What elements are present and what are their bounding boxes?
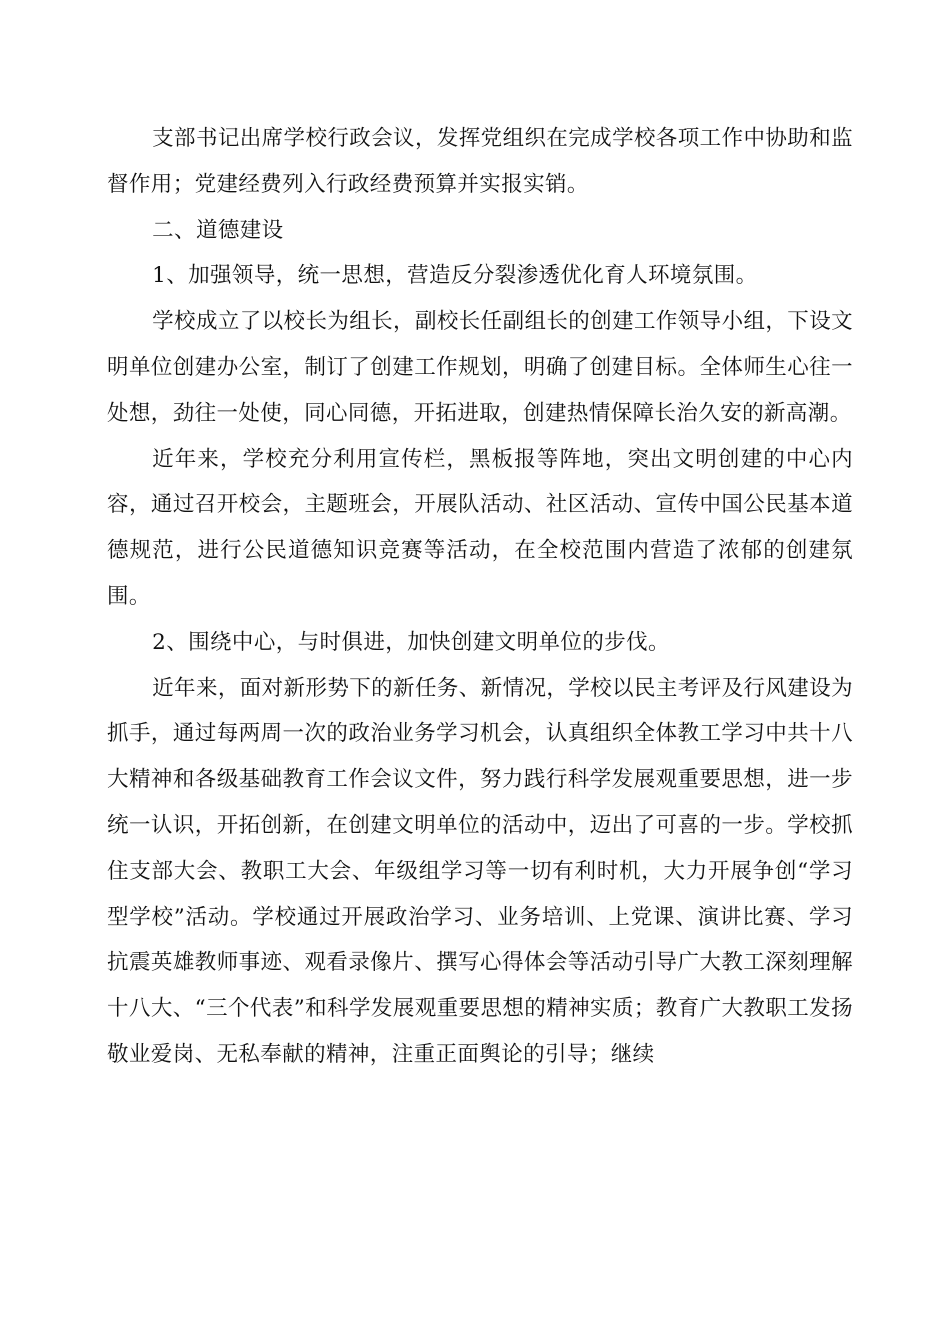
subheading-keep-pace: 2、围绕中心，与时俱进，加快创建文明单位的步伐。 <box>152 629 670 655</box>
document-body <box>107 116 853 1078</box>
paragraph-party-work: 支部书记出席学校行政会议，发挥党组织在完成学校各项工作中协助和监督作用；党建经费列入行政经费预算并实报实销。 <box>107 126 853 197</box>
paragraph-publicity: 近年来，学校充分利用宣传栏，黑板报等阵地，突出文明创建的中心内容，通过召开校会，主题班会，开展队活动、社区活动、宣传中国公民基本道德规范，进行公民道德知识竞赛等活动，在全校范围内营造了浓郁的创建氛围。 <box>107 446 853 609</box>
paragraph-study-activities: 近年来，面对新形势下的新任务、新情况，学校以民主考评及行风建设为抓手，通过每两周一次的政治业务学习机会，认真组织全体教工学习中共十八大精神和各级基础教育工作会议文件，努力践行科学发展观重要思想，进一步统一认识，开拓创新，在创建文明单位的活动中，迈出了可喜的一步。学校抓住支部大会、教职工大会、年级组学习等一切有利时机，大力开展争创“学习型学校”活动。学校通过开展政治学习、业务培训、上党课、演讲比赛、学习抗震英雄教师事迹、观看录像片、撰写心得体会等活动引导广大教工深刻理解十八大、“三个代表”和科学发展观重要思想的精神实质；教育广大教职工发扬敬业爱岗、无私奉献的精神，注重正面舆论的引导；继续 <box>107 675 853 1067</box>
subheading-leadership: 1、加强领导，统一思想，营造反分裂渗透优化育人环境氛围。 <box>152 263 758 289</box>
paragraph-leading-group: 学校成立了以校长为组长，副校长任副组长的创建工作领导小组，下设文明单位创建办公室，制订了创建工作规划，明确了创建目标。全体师生心往一处想，劲往一处使，同心同德，开拓进取，创建热情保障长治久安的新高潮。 <box>107 309 853 426</box>
section-heading-moral-construction: 二、道德建设 <box>152 217 284 243</box>
